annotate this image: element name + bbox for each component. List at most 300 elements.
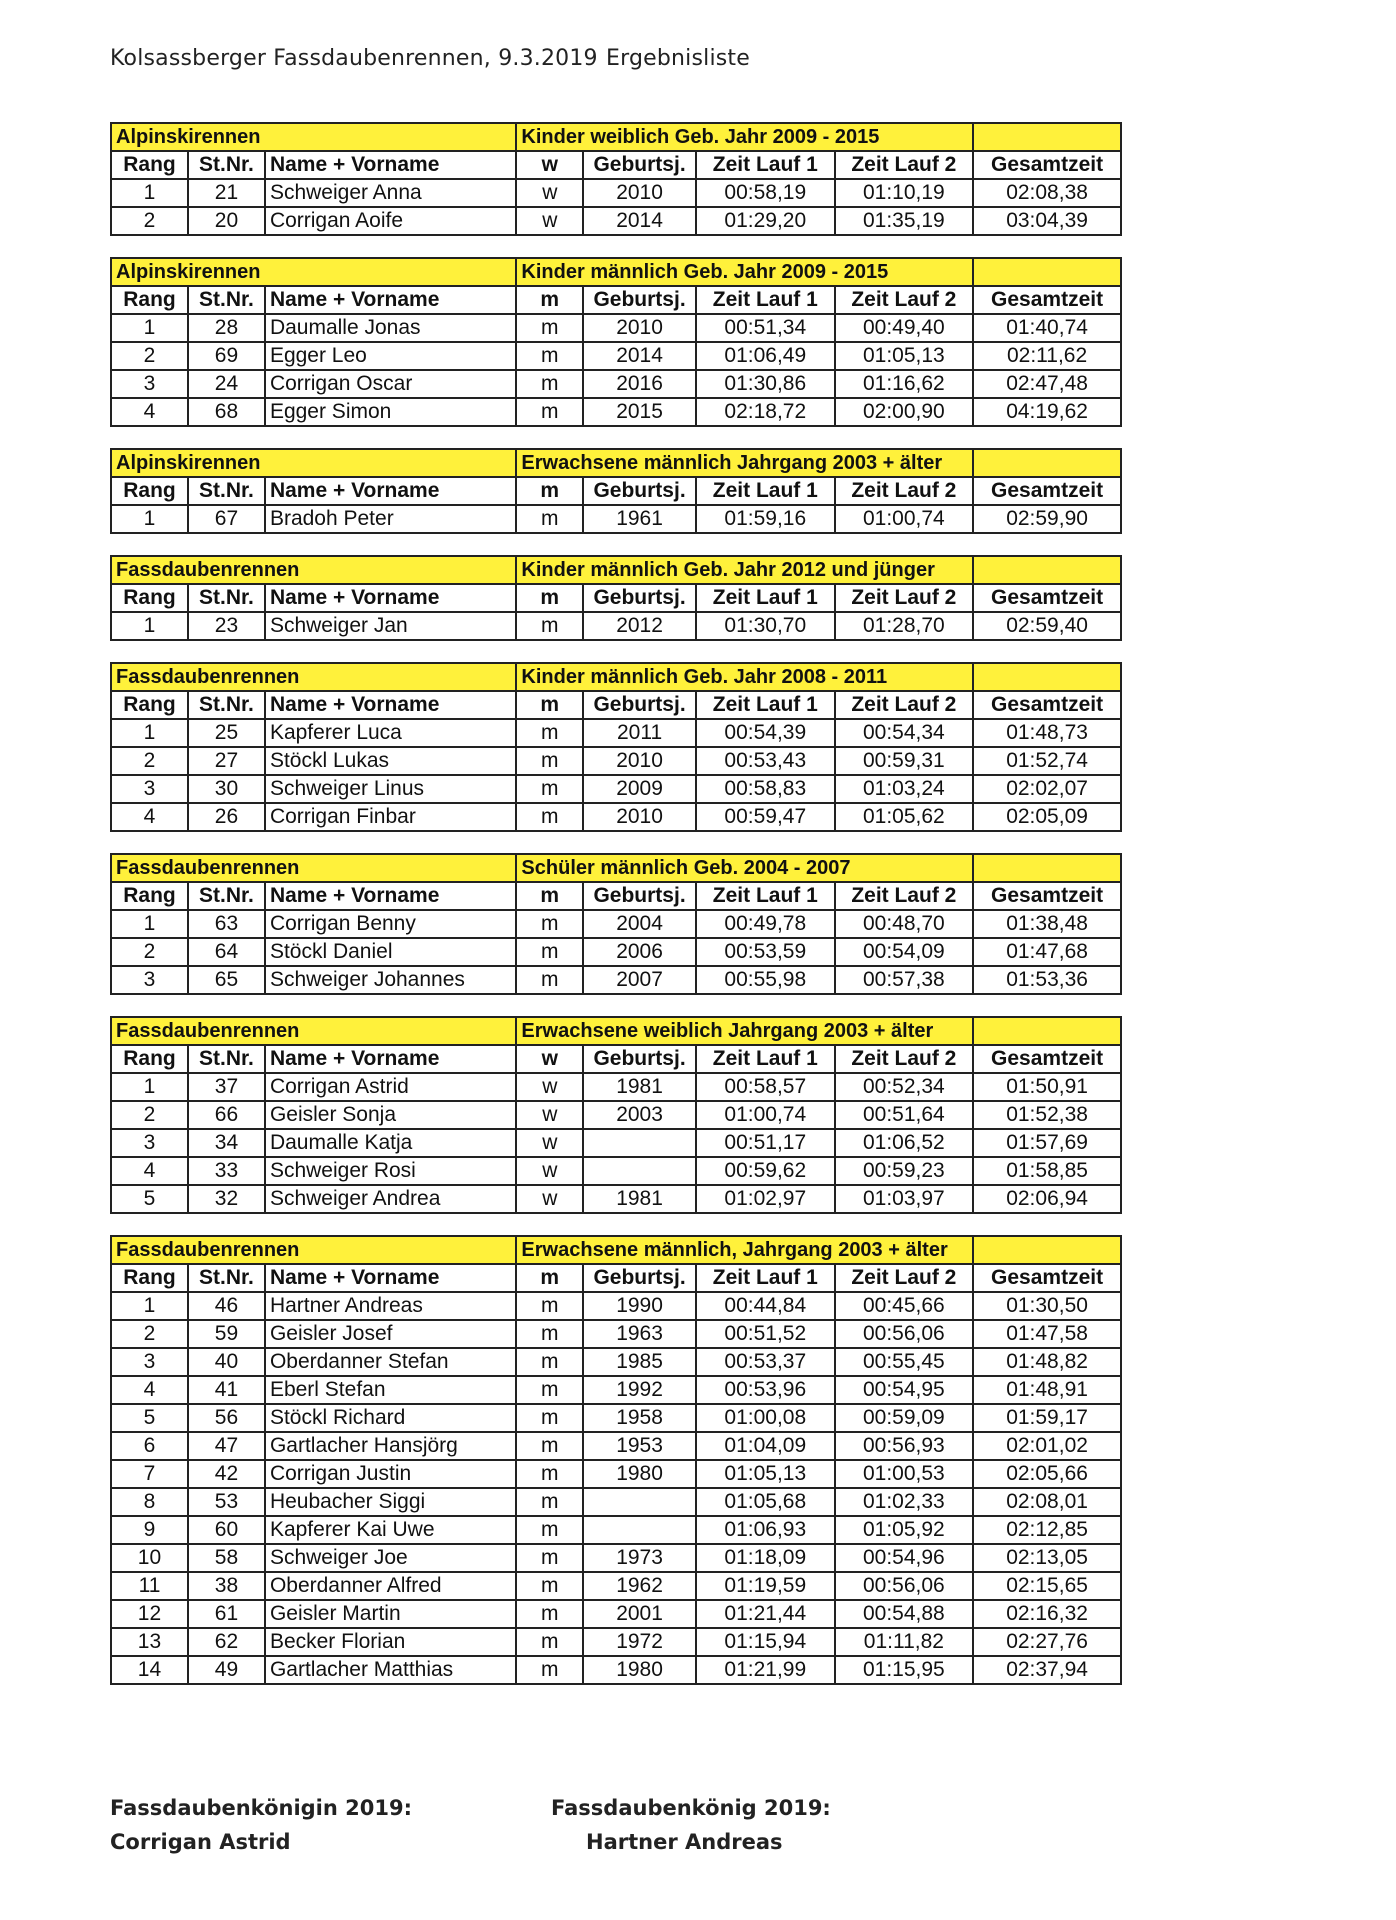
total-time-cell: 02:15,65 <box>973 1572 1121 1600</box>
run1-header: Zeit Lauf 1 <box>696 477 835 505</box>
birth-year-cell: 1981 <box>583 1185 696 1213</box>
rang-cell: 4 <box>111 1376 188 1404</box>
total-time-cell: 01:58,85 <box>973 1157 1121 1185</box>
start-number-cell: 37 <box>188 1073 265 1101</box>
result-row <box>111 910 1121 938</box>
birth-year-header: Geburtsj. <box>583 477 696 505</box>
rang-cell: 10 <box>111 1544 188 1572</box>
result-row <box>111 1073 1121 1101</box>
total-header: Gesamtzeit <box>973 584 1121 612</box>
birth-year-header: Geburtsj. <box>583 286 696 314</box>
result-row <box>111 1404 1121 1432</box>
run1-time-cell: 01:06,49 <box>696 342 835 370</box>
start-number-header: St.Nr. <box>188 1045 265 1073</box>
run2-time-cell: 01:02,33 <box>835 1488 974 1516</box>
start-number-cell: 69 <box>188 342 265 370</box>
run1-time-cell: 00:53,37 <box>696 1348 835 1376</box>
result-row <box>111 1460 1121 1488</box>
sex-cell: m <box>516 1656 583 1684</box>
name-cell: Corrigan Finbar <box>265 803 516 831</box>
birth-year-cell: 2016 <box>583 370 696 398</box>
category-title: Kinder männlich Geb. Jahr 2012 und jünger <box>516 556 973 584</box>
run2-time-cell: 01:28,70 <box>835 612 974 640</box>
sex-cell: m <box>516 1516 583 1544</box>
rang-cell: 2 <box>111 938 188 966</box>
column-header-row <box>111 477 1121 505</box>
birth-year-cell: 1980 <box>583 1656 696 1684</box>
sex-cell: m <box>516 1544 583 1572</box>
start-number-cell: 62 <box>188 1628 265 1656</box>
results-table <box>110 1016 1122 1214</box>
birth-year-header: Geburtsj. <box>583 1045 696 1073</box>
sex-cell: m <box>516 1600 583 1628</box>
run2-header: Zeit Lauf 2 <box>835 691 974 719</box>
rang-cell: 3 <box>111 1129 188 1157</box>
run2-time-cell: 01:03,97 <box>835 1185 974 1213</box>
total-time-cell: 01:59,17 <box>973 1404 1121 1432</box>
start-number-cell: 30 <box>188 775 265 803</box>
name-header: Name + Vorname <box>265 584 516 612</box>
sex-cell: m <box>516 775 583 803</box>
sex-cell: w <box>516 1129 583 1157</box>
run1-time-cell: 01:02,97 <box>696 1185 835 1213</box>
name-cell: Corrigan Justin <box>265 1460 516 1488</box>
run2-time-cell: 00:54,95 <box>835 1376 974 1404</box>
run2-time-cell: 00:55,45 <box>835 1348 974 1376</box>
sex-header: m <box>516 1264 583 1292</box>
total-header: Gesamtzeit <box>973 477 1121 505</box>
result-row <box>111 1544 1121 1572</box>
name-header: Name + Vorname <box>265 882 516 910</box>
sex-cell: m <box>516 612 583 640</box>
results-table <box>110 853 1122 995</box>
run2-time-cell: 01:06,52 <box>835 1129 974 1157</box>
name-cell: Schweiger Linus <box>265 775 516 803</box>
birth-year-cell: 1972 <box>583 1628 696 1656</box>
birth-year-cell: 1981 <box>583 1073 696 1101</box>
birth-year-cell: 1992 <box>583 1376 696 1404</box>
name-cell: Egger Leo <box>265 342 516 370</box>
rang-cell: 3 <box>111 966 188 994</box>
sex-cell: w <box>516 1101 583 1129</box>
birth-year-cell: 1980 <box>583 1460 696 1488</box>
sex-header: m <box>516 584 583 612</box>
sex-cell: m <box>516 803 583 831</box>
sex-header: m <box>516 882 583 910</box>
start-number-cell: 34 <box>188 1129 265 1157</box>
result-row <box>111 1348 1121 1376</box>
birth-year-cell: 2003 <box>583 1101 696 1129</box>
total-time-cell: 01:52,74 <box>973 747 1121 775</box>
sex-cell: w <box>516 179 583 207</box>
sex-cell: m <box>516 1488 583 1516</box>
race-type: Alpinskirennen <box>111 258 516 286</box>
result-row <box>111 179 1121 207</box>
sex-header: w <box>516 151 583 179</box>
total-time-cell: 02:27,76 <box>973 1628 1121 1656</box>
total-header: Gesamtzeit <box>973 882 1121 910</box>
sex-cell: m <box>516 1572 583 1600</box>
results-sections <box>110 122 1122 1706</box>
name-header: Name + Vorname <box>265 1264 516 1292</box>
name-cell: Corrigan Astrid <box>265 1073 516 1101</box>
total-time-cell: 01:47,68 <box>973 938 1121 966</box>
sex-header: w <box>516 1045 583 1073</box>
start-number-cell: 24 <box>188 370 265 398</box>
band-blank-cell <box>973 663 1121 691</box>
run2-time-cell: 01:03,24 <box>835 775 974 803</box>
sex-cell: m <box>516 314 583 342</box>
name-cell: Oberdanner Alfred <box>265 1572 516 1600</box>
category-band <box>111 854 1121 882</box>
result-row <box>111 966 1121 994</box>
name-cell: Schweiger Andrea <box>265 1185 516 1213</box>
rang-cell: 14 <box>111 1656 188 1684</box>
category-title: Schüler männlich Geb. 2004 - 2007 <box>516 854 973 882</box>
rang-cell: 8 <box>111 1488 188 1516</box>
total-time-cell: 01:30,50 <box>973 1292 1121 1320</box>
rang-cell: 2 <box>111 1320 188 1348</box>
name-cell: Daumalle Katja <box>265 1129 516 1157</box>
queen-name: Corrigan Astrid <box>110 1830 291 1854</box>
run1-time-cell: 00:53,59 <box>696 938 835 966</box>
total-time-cell: 02:47,48 <box>973 370 1121 398</box>
sex-cell: m <box>516 1376 583 1404</box>
start-number-cell: 65 <box>188 966 265 994</box>
run1-time-cell: 01:05,68 <box>696 1488 835 1516</box>
total-header: Gesamtzeit <box>973 151 1121 179</box>
band-blank-cell <box>973 1017 1121 1045</box>
sex-cell: m <box>516 342 583 370</box>
race-type: Alpinskirennen <box>111 123 516 151</box>
birth-year-cell: 2014 <box>583 207 696 235</box>
total-time-cell: 01:50,91 <box>973 1073 1121 1101</box>
name-cell: Schweiger Jan <box>265 612 516 640</box>
race-type: Fassdaubenrennen <box>111 556 516 584</box>
birth-year-cell <box>583 1129 696 1157</box>
start-number-cell: 41 <box>188 1376 265 1404</box>
rang-cell: 3 <box>111 1348 188 1376</box>
total-time-cell: 01:38,48 <box>973 910 1121 938</box>
run1-time-cell: 01:04,09 <box>696 1432 835 1460</box>
start-number-cell: 60 <box>188 1516 265 1544</box>
run1-time-cell: 02:18,72 <box>696 398 835 426</box>
name-cell: Gartlacher Hansjörg <box>265 1432 516 1460</box>
run1-time-cell: 01:05,13 <box>696 1460 835 1488</box>
name-cell: Oberdanner Stefan <box>265 1348 516 1376</box>
start-number-cell: 63 <box>188 910 265 938</box>
rang-cell: 12 <box>111 1600 188 1628</box>
total-time-cell: 01:52,38 <box>973 1101 1121 1129</box>
category-title: Kinder männlich Geb. Jahr 2008 - 2011 <box>516 663 973 691</box>
result-row <box>111 803 1121 831</box>
band-blank-cell <box>973 854 1121 882</box>
name-cell: Schweiger Anna <box>265 179 516 207</box>
total-time-cell: 02:11,62 <box>973 342 1121 370</box>
total-header: Gesamtzeit <box>973 1264 1121 1292</box>
result-row <box>111 1292 1121 1320</box>
start-number-cell: 68 <box>188 398 265 426</box>
result-row <box>111 1600 1121 1628</box>
run2-time-cell: 00:52,34 <box>835 1073 974 1101</box>
total-time-cell: 01:47,58 <box>973 1320 1121 1348</box>
rang-cell: 1 <box>111 1292 188 1320</box>
total-time-cell: 01:57,69 <box>973 1129 1121 1157</box>
total-time-cell: 02:59,40 <box>973 612 1121 640</box>
run1-time-cell: 01:59,16 <box>696 505 835 533</box>
race-type: Fassdaubenrennen <box>111 1017 516 1045</box>
result-row <box>111 612 1121 640</box>
result-row <box>111 1656 1121 1684</box>
result-row <box>111 370 1121 398</box>
name-cell: Stöckl Lukas <box>265 747 516 775</box>
run2-time-cell: 00:51,64 <box>835 1101 974 1129</box>
category-band <box>111 663 1121 691</box>
run1-time-cell: 01:30,70 <box>696 612 835 640</box>
run2-header: Zeit Lauf 2 <box>835 882 974 910</box>
column-header-row <box>111 691 1121 719</box>
run2-time-cell: 01:15,95 <box>835 1656 974 1684</box>
rang-cell: 5 <box>111 1185 188 1213</box>
rang-cell: 2 <box>111 207 188 235</box>
result-row <box>111 1185 1121 1213</box>
run1-time-cell: 01:21,44 <box>696 1600 835 1628</box>
name-cell: Bradoh Peter <box>265 505 516 533</box>
sex-cell: m <box>516 747 583 775</box>
total-time-cell: 02:05,66 <box>973 1460 1121 1488</box>
birth-year-cell: 1962 <box>583 1572 696 1600</box>
category-title: Erwachsene weiblich Jahrgang 2003 + älter <box>516 1017 973 1045</box>
name-cell: Stöckl Daniel <box>265 938 516 966</box>
birth-year-cell: 1963 <box>583 1320 696 1348</box>
run2-time-cell: 01:10,19 <box>835 179 974 207</box>
run2-time-cell: 01:00,74 <box>835 505 974 533</box>
total-header: Gesamtzeit <box>973 1045 1121 1073</box>
run2-header: Zeit Lauf 2 <box>835 1045 974 1073</box>
birth-year-cell: 2012 <box>583 612 696 640</box>
start-number-cell: 66 <box>188 1101 265 1129</box>
run1-header: Zeit Lauf 1 <box>696 286 835 314</box>
event-title: Kolsassberger Fassdaubenrennen, 9.3.2019 <box>110 46 598 71</box>
rang-cell: 6 <box>111 1432 188 1460</box>
name-cell: Geisler Sonja <box>265 1101 516 1129</box>
rang-cell: 2 <box>111 747 188 775</box>
rang-cell: 3 <box>111 370 188 398</box>
king-label: Fassdaubenkönig 2019: <box>551 1796 831 1820</box>
birth-year-cell: 2007 <box>583 966 696 994</box>
name-cell: Egger Simon <box>265 398 516 426</box>
sex-cell: w <box>516 207 583 235</box>
rang-header: Rang <box>111 882 188 910</box>
run1-time-cell: 00:53,43 <box>696 747 835 775</box>
name-cell: Kapferer Kai Uwe <box>265 1516 516 1544</box>
total-time-cell: 01:40,74 <box>973 314 1121 342</box>
run2-time-cell: 00:57,38 <box>835 966 974 994</box>
start-number-cell: 53 <box>188 1488 265 1516</box>
run2-time-cell: 01:05,62 <box>835 803 974 831</box>
start-number-cell: 27 <box>188 747 265 775</box>
sex-cell: w <box>516 1157 583 1185</box>
run1-time-cell: 01:30,86 <box>696 370 835 398</box>
start-number-cell: 23 <box>188 612 265 640</box>
run1-time-cell: 00:58,57 <box>696 1073 835 1101</box>
run2-time-cell: 00:56,93 <box>835 1432 974 1460</box>
band-blank-cell <box>973 449 1121 477</box>
rang-cell: 13 <box>111 1628 188 1656</box>
results-table <box>110 448 1122 534</box>
sex-cell: m <box>516 1628 583 1656</box>
sex-header: m <box>516 286 583 314</box>
name-cell: Hartner Andreas <box>265 1292 516 1320</box>
result-row <box>111 1572 1121 1600</box>
total-time-cell: 04:19,62 <box>973 398 1121 426</box>
rang-cell: 5 <box>111 1404 188 1432</box>
run1-time-cell: 00:54,39 <box>696 719 835 747</box>
rang-header: Rang <box>111 286 188 314</box>
run2-time-cell: 00:54,96 <box>835 1544 974 1572</box>
total-header: Gesamtzeit <box>973 286 1121 314</box>
name-cell: Geisler Josef <box>265 1320 516 1348</box>
result-row <box>111 505 1121 533</box>
birth-year-cell: 2015 <box>583 398 696 426</box>
sex-header: m <box>516 477 583 505</box>
birth-year-header: Geburtsj. <box>583 584 696 612</box>
result-row <box>111 1432 1121 1460</box>
total-time-cell: 02:01,02 <box>973 1432 1121 1460</box>
run1-time-cell: 01:29,20 <box>696 207 835 235</box>
run1-time-cell: 00:51,52 <box>696 1320 835 1348</box>
run1-time-cell: 00:59,62 <box>696 1157 835 1185</box>
results-table <box>110 555 1122 641</box>
sex-cell: w <box>516 1185 583 1213</box>
race-type: Fassdaubenrennen <box>111 663 516 691</box>
rang-cell: 1 <box>111 179 188 207</box>
category-title: Erwachsene männlich Jahrgang 2003 + älter <box>516 449 973 477</box>
birth-year-cell: 1985 <box>583 1348 696 1376</box>
start-number-cell: 33 <box>188 1157 265 1185</box>
run1-time-cell: 00:59,47 <box>696 803 835 831</box>
birth-year-cell: 1953 <box>583 1432 696 1460</box>
run2-time-cell: 01:35,19 <box>835 207 974 235</box>
start-number-cell: 49 <box>188 1656 265 1684</box>
run2-header: Zeit Lauf 2 <box>835 286 974 314</box>
run1-time-cell: 00:51,34 <box>696 314 835 342</box>
birth-year-header: Geburtsj. <box>583 691 696 719</box>
name-cell: Kapferer Luca <box>265 719 516 747</box>
sex-cell: m <box>516 910 583 938</box>
category-title: Kinder männlich Geb. Jahr 2009 - 2015 <box>516 258 973 286</box>
category-band <box>111 556 1121 584</box>
rang-cell: 2 <box>111 1101 188 1129</box>
sex-cell: w <box>516 1073 583 1101</box>
category-band <box>111 123 1121 151</box>
result-row <box>111 398 1121 426</box>
sex-cell: m <box>516 966 583 994</box>
rang-header: Rang <box>111 1264 188 1292</box>
birth-year-header: Geburtsj. <box>583 882 696 910</box>
birth-year-cell: 2010 <box>583 179 696 207</box>
sex-cell: m <box>516 1432 583 1460</box>
name-cell: Corrigan Oscar <box>265 370 516 398</box>
total-time-cell: 02:12,85 <box>973 1516 1121 1544</box>
rang-cell: 1 <box>111 505 188 533</box>
king-block <box>551 1796 831 1864</box>
name-cell: Corrigan Aoife <box>265 207 516 235</box>
rang-cell: 1 <box>111 910 188 938</box>
run1-time-cell: 01:00,08 <box>696 1404 835 1432</box>
run1-time-cell: 00:58,83 <box>696 775 835 803</box>
run1-header: Zeit Lauf 1 <box>696 584 835 612</box>
band-blank-cell <box>973 556 1121 584</box>
race-type: Alpinskirennen <box>111 449 516 477</box>
category-band <box>111 258 1121 286</box>
birth-year-cell: 1961 <box>583 505 696 533</box>
run2-header: Zeit Lauf 2 <box>835 1264 974 1292</box>
result-row <box>111 1516 1121 1544</box>
start-number-cell: 25 <box>188 719 265 747</box>
category-band <box>111 449 1121 477</box>
run2-time-cell: 00:59,31 <box>835 747 974 775</box>
birth-year-cell: 1973 <box>583 1544 696 1572</box>
run1-time-cell: 01:18,09 <box>696 1544 835 1572</box>
run1-header: Zeit Lauf 1 <box>696 1264 835 1292</box>
sex-cell: m <box>516 370 583 398</box>
rang-cell: 1 <box>111 314 188 342</box>
run2-time-cell: 00:45,66 <box>835 1292 974 1320</box>
name-header: Name + Vorname <box>265 477 516 505</box>
sex-cell: m <box>516 1292 583 1320</box>
rang-cell: 3 <box>111 775 188 803</box>
name-cell: Corrigan Benny <box>265 910 516 938</box>
sex-cell: m <box>516 505 583 533</box>
sex-header: m <box>516 691 583 719</box>
name-cell: Gartlacher Matthias <box>265 1656 516 1684</box>
run2-header: Zeit Lauf 2 <box>835 477 974 505</box>
run2-time-cell: 00:48,70 <box>835 910 974 938</box>
start-number-cell: 67 <box>188 505 265 533</box>
column-header-row <box>111 286 1121 314</box>
name-cell: Eberl Stefan <box>265 1376 516 1404</box>
total-time-cell: 02:37,94 <box>973 1656 1121 1684</box>
rang-header: Rang <box>111 584 188 612</box>
total-header: Gesamtzeit <box>973 691 1121 719</box>
name-cell: Becker Florian <box>265 1628 516 1656</box>
start-number-header: St.Nr. <box>188 477 265 505</box>
birth-year-cell: 2010 <box>583 803 696 831</box>
birth-year-cell: 2010 <box>583 314 696 342</box>
name-header: Name + Vorname <box>265 151 516 179</box>
run1-header: Zeit Lauf 1 <box>696 1045 835 1073</box>
category-title: Erwachsene männlich, Jahrgang 2003 + älter <box>516 1236 973 1264</box>
run2-time-cell: 00:54,34 <box>835 719 974 747</box>
column-header-row <box>111 1045 1121 1073</box>
name-header: Name + Vorname <box>265 1045 516 1073</box>
start-number-cell: 64 <box>188 938 265 966</box>
birth-year-cell: 2011 <box>583 719 696 747</box>
sex-cell: m <box>516 1460 583 1488</box>
run2-time-cell: 00:56,06 <box>835 1572 974 1600</box>
start-number-cell: 56 <box>188 1404 265 1432</box>
result-row <box>111 1101 1121 1129</box>
start-number-cell: 28 <box>188 314 265 342</box>
name-header: Name + Vorname <box>265 286 516 314</box>
run1-time-cell: 00:58,19 <box>696 179 835 207</box>
start-number-cell: 26 <box>188 803 265 831</box>
name-header: Name + Vorname <box>265 691 516 719</box>
rang-cell: 1 <box>111 612 188 640</box>
result-row <box>111 938 1121 966</box>
category-title: Kinder weiblich Geb. Jahr 2009 - 2015 <box>516 123 973 151</box>
